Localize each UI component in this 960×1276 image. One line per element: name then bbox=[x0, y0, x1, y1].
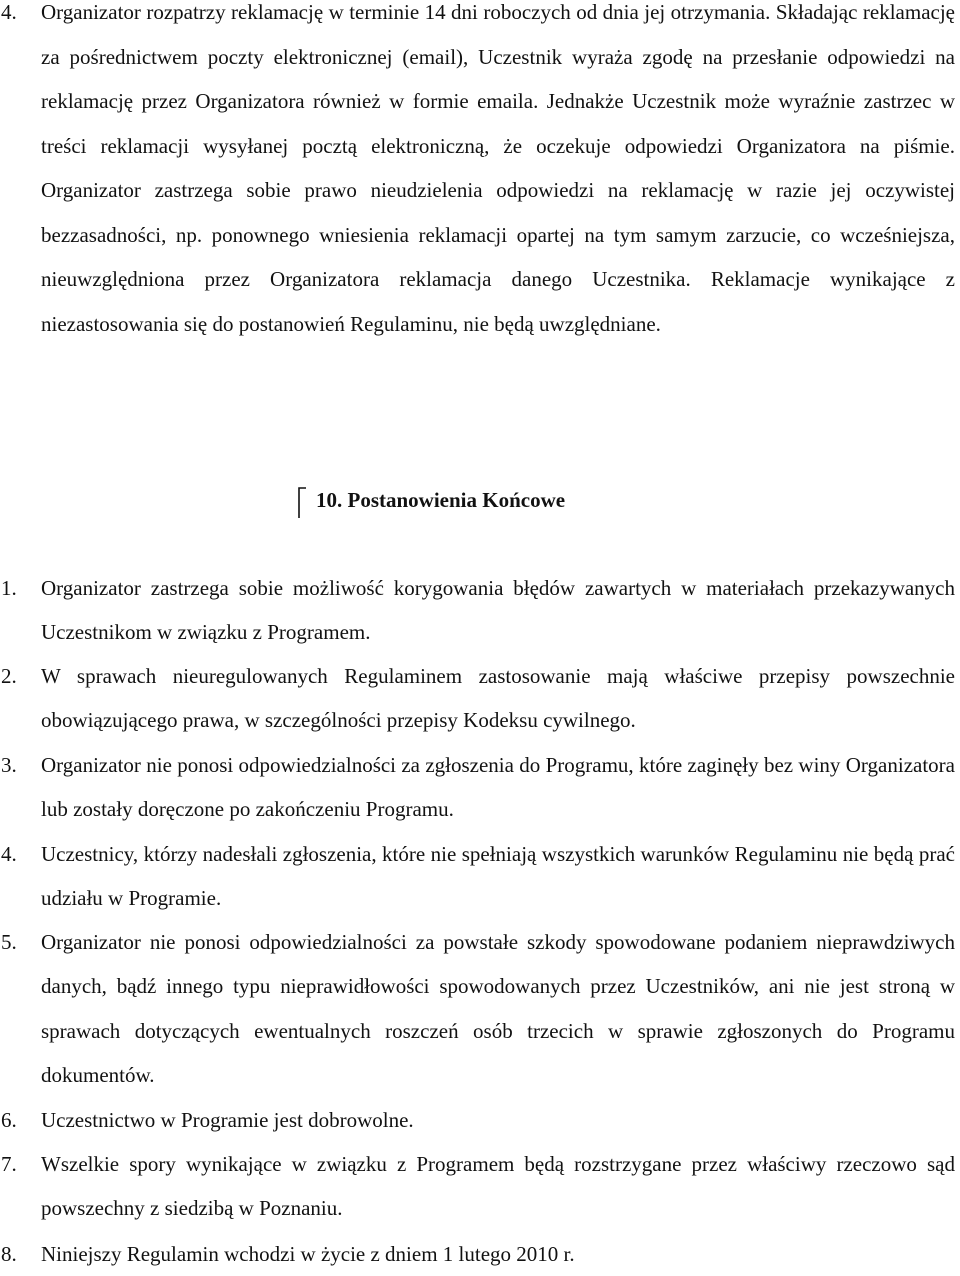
heading-bracket-icon bbox=[297, 487, 307, 519]
list-item-number: 1. bbox=[1, 576, 17, 600]
list-item-text: Uczestnicy, którzy nadesłali zgłoszenia, które nie spełniają wszystkich warunków Regulaminu nie będą prać udziału w Programie. bbox=[41, 842, 955, 911]
list-item-number: 6. bbox=[1, 1108, 17, 1132]
list-item-number: 2. bbox=[1, 664, 17, 688]
list-item-number: 8. bbox=[1, 1242, 17, 1266]
list-item-text: W sprawach nieuregulowanych Regulaminem zastosowanie mają właściwe przepisy powszechnie obowiązującego prawa, w szczególności przepisy Kodeksu cywilnego. bbox=[41, 664, 955, 733]
list-item-text: Wszelkie spory wynikające w związku z Programem będą rozstrzygane przez właściwy rzeczowo sąd powszechny z siedzibą w Poznaniu. bbox=[41, 1152, 955, 1221]
list-item-text: Organizator rozpatrzy reklamację w terminie 14 dni roboczych od dnia jej otrzymania. Składając reklamację za pośrednictwem poczty elektronicznej (email), Uczestnik wyraża zgodę na przesłanie odpowiedzi na reklamację przez Organizatora również w formie emaila. Jednakże Uczestnik może wyraźnie zastrzec w treści reklamacji wysyłanej pocztą elektroniczną, że oczekuje odpowiedzi Organizatora na piśmie. Organizator zastrzega sobie prawo nieudzielenia odpowiedzi na reklamację w razie jej oczywistej bezzasadności, np. ponownego wniesienia reklamacji opartej na tym samym zarzucie, co wcześniejsza, nieuwzględniona przez Organizatora reklamacja danego Uczestnika. Reklamacje wynikające z niezastosowania się do postanowień Regulaminu, nie będą uwzględniane. bbox=[41, 0, 955, 336]
list-item-text: Organizator nie ponosi odpowiedzialności za zgłoszenia do Programu, które zaginęły bez winy Organizatora lub zostały doręczone po zakończeniu Programu. bbox=[41, 753, 955, 822]
list-item-number: 4. bbox=[1, 0, 17, 24]
section-heading bbox=[0, 478, 960, 522]
section-heading-text: 10. Postanowienia Końcowe bbox=[316, 488, 566, 512]
list-item-number: 4. bbox=[1, 842, 17, 866]
list-item-number: 5. bbox=[1, 930, 17, 954]
list-item-number: 3. bbox=[1, 753, 17, 777]
list-item-text: Uczestnictwo w Programie jest dobrowolne. bbox=[41, 1108, 414, 1132]
list-item-number: 7. bbox=[1, 1152, 17, 1176]
list-item-text: Organizator zastrzega sobie możliwość korygowania błędów zawartych w materiałach przekazywanych Uczestnikom w związku z Programem. bbox=[41, 576, 955, 645]
list-item-text: Organizator nie ponosi odpowiedzialności za powstałe szkody spowodowane podaniem nieprawdziwych danych, bądź innego typu nieprawidłowości spowodowanych przez Uczestników, ani nie jest stroną w sprawach dotyczących ewentualnych roszczeń osób trzecich w sprawie zgłoszonych do Programu dokumentów. bbox=[41, 930, 955, 1088]
list-item-text: Niniejszy Regulamin wchodzi w życie z dniem 1 lutego 2010 r. bbox=[41, 1242, 575, 1266]
